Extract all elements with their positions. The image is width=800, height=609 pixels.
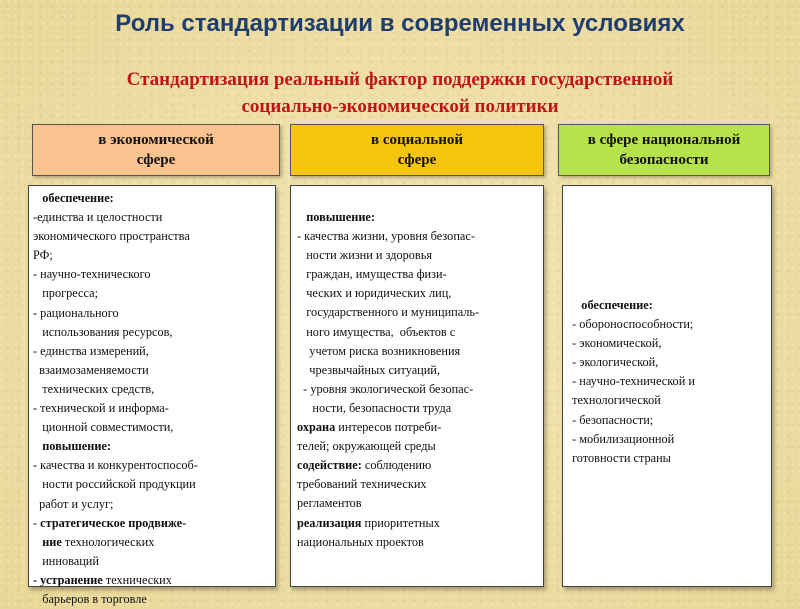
content-line (33, 552, 275, 571)
line-text: учетом риска возникновения (297, 343, 461, 358)
line-text: взаимозаменяемости (33, 362, 149, 377)
line-bold-text: - устранение (33, 572, 103, 587)
line-text: ности, безопасности труда (297, 400, 452, 415)
content-line (297, 342, 543, 361)
line-text: - качества жизни, уровня безопас- (297, 229, 475, 244)
line-bold-text: содействие: (297, 458, 362, 473)
content-line (33, 342, 275, 361)
content-line (297, 418, 543, 437)
subtitle-line-2: социально-экономической политики (241, 96, 559, 117)
line-text: РФ; (33, 248, 53, 263)
content-line (297, 361, 543, 380)
line-text: использования ресурсов, (33, 324, 173, 339)
content-line (297, 246, 543, 265)
category-security (558, 124, 770, 176)
content-line (33, 533, 275, 552)
line-text: ности российской продукции (33, 477, 196, 492)
line-text: граждан, имущества физи- (297, 267, 447, 282)
line-text: технологической (569, 393, 661, 408)
line-bold-text: обеспечение: (33, 191, 114, 205)
line-bold-text: повышение: (297, 210, 375, 224)
line-bold-text: ние (33, 534, 62, 549)
content-line (297, 494, 543, 513)
content-line (569, 353, 771, 372)
category-security-line-2: безопасности (619, 152, 709, 168)
content-line (297, 380, 543, 399)
line-text: - научно-технического (33, 267, 151, 282)
content-line (33, 246, 275, 265)
line-text: - мобилизационной (569, 431, 675, 446)
line-text: инноваций (33, 553, 99, 568)
category-social-line-1: в социальной (370, 132, 464, 148)
category-social-line-2: сфере (397, 152, 437, 168)
line-text: национальных проектов (297, 534, 424, 549)
content-line (569, 449, 771, 468)
line-text: - единства измерений, (33, 343, 149, 358)
line-text: - экономической, (569, 336, 662, 351)
line-text: технических средств, (33, 381, 155, 396)
line-text: чрезвычайных ситуаций, (297, 362, 440, 377)
content-line (297, 284, 543, 303)
content-line (33, 399, 275, 418)
content-line (33, 475, 275, 494)
subtitle (40, 66, 760, 120)
content-line (297, 265, 543, 284)
content-line (33, 571, 275, 590)
content-line (569, 430, 771, 449)
content-line (33, 590, 275, 609)
content-line (297, 437, 543, 456)
line-bold-text: реализация (297, 515, 362, 530)
category-security-line-1: в сфере национальной (587, 132, 741, 148)
line-text: технических (102, 572, 172, 587)
line-text: соблюдению (361, 458, 432, 473)
content-line (33, 361, 275, 380)
line-text: государственного и муниципаль- (297, 305, 480, 320)
category-social (290, 124, 544, 176)
content-line (297, 227, 543, 246)
line-text: - (33, 515, 41, 530)
subtitle-line-1: Стандартизация реальный фактор поддержки государственной (126, 69, 674, 90)
content-line (33, 456, 275, 475)
category-economic-line-2: сфере (136, 152, 176, 168)
line-text: ционной совместимости, (33, 420, 174, 435)
line-text: - рационального (33, 305, 119, 320)
content-line (33, 227, 275, 246)
social-content-box (290, 185, 544, 587)
content-line (33, 418, 275, 437)
line-text: технологических (61, 534, 155, 549)
line-text: - экологической, (569, 355, 659, 370)
content-line (297, 399, 543, 418)
content-line (569, 411, 771, 430)
content-line (569, 391, 771, 410)
line-bold-text: обеспечение: (569, 298, 653, 312)
line-bold-text: повышение: (33, 439, 111, 454)
content-line (297, 533, 543, 552)
line-text: ческих и юридических лиц, (297, 286, 452, 301)
line-text: ного имущества, объектов с (297, 324, 456, 339)
line-text: телей; окружающей среды (297, 439, 436, 454)
line-text: -единства и целостности (33, 210, 163, 225)
line-text: работ и услуг; (33, 496, 114, 511)
line-text: приоритетных (361, 515, 440, 530)
content-line (33, 495, 275, 514)
line-text: экономического пространства (33, 229, 190, 244)
line-text: - качества и конкурентоспособ- (33, 458, 198, 473)
line-text: ности жизни и здоровья (297, 248, 432, 263)
content-line (33, 265, 275, 284)
line-text: готовности страны (569, 450, 671, 465)
content-line (33, 437, 275, 456)
security-content-box (562, 185, 772, 587)
category-economic (32, 124, 280, 176)
line-text: - безопасности; (569, 412, 654, 427)
content-line (297, 456, 543, 475)
content-line (33, 380, 275, 399)
content-line (33, 189, 275, 208)
category-economic-line-1: в экономической (98, 132, 214, 148)
content-line (33, 208, 275, 227)
line-text: требований технических (297, 477, 427, 492)
line-bold-text: охрана (297, 420, 336, 435)
line-text: интересов потреби- (335, 420, 442, 435)
line-bold-text: стратегическое продвиже- (40, 515, 187, 530)
content-line (297, 323, 543, 342)
economic-content-box (28, 185, 276, 606)
content-line (33, 514, 275, 533)
line-text: барьеров в торговле (33, 591, 147, 606)
content-line (569, 296, 771, 315)
content-line (569, 372, 771, 391)
content-line (569, 334, 771, 353)
content-line (297, 208, 543, 227)
content-line (297, 514, 543, 533)
content-line (33, 284, 275, 303)
line-text: - уровня экологической безопас- (297, 381, 474, 396)
line-text: - обороноспособности; (569, 317, 694, 332)
line-text: - научно-технической и (569, 374, 695, 389)
content-line (33, 323, 275, 342)
content-line (569, 315, 771, 334)
content-line (297, 475, 543, 494)
content-line (33, 304, 275, 323)
page-title: Роль стандартизации в современных условиях (115, 10, 685, 37)
line-text: регламентов (297, 496, 362, 511)
line-text: прогресса; (33, 286, 98, 301)
line-text: - технической и информа- (33, 401, 169, 416)
content-line (297, 303, 543, 322)
